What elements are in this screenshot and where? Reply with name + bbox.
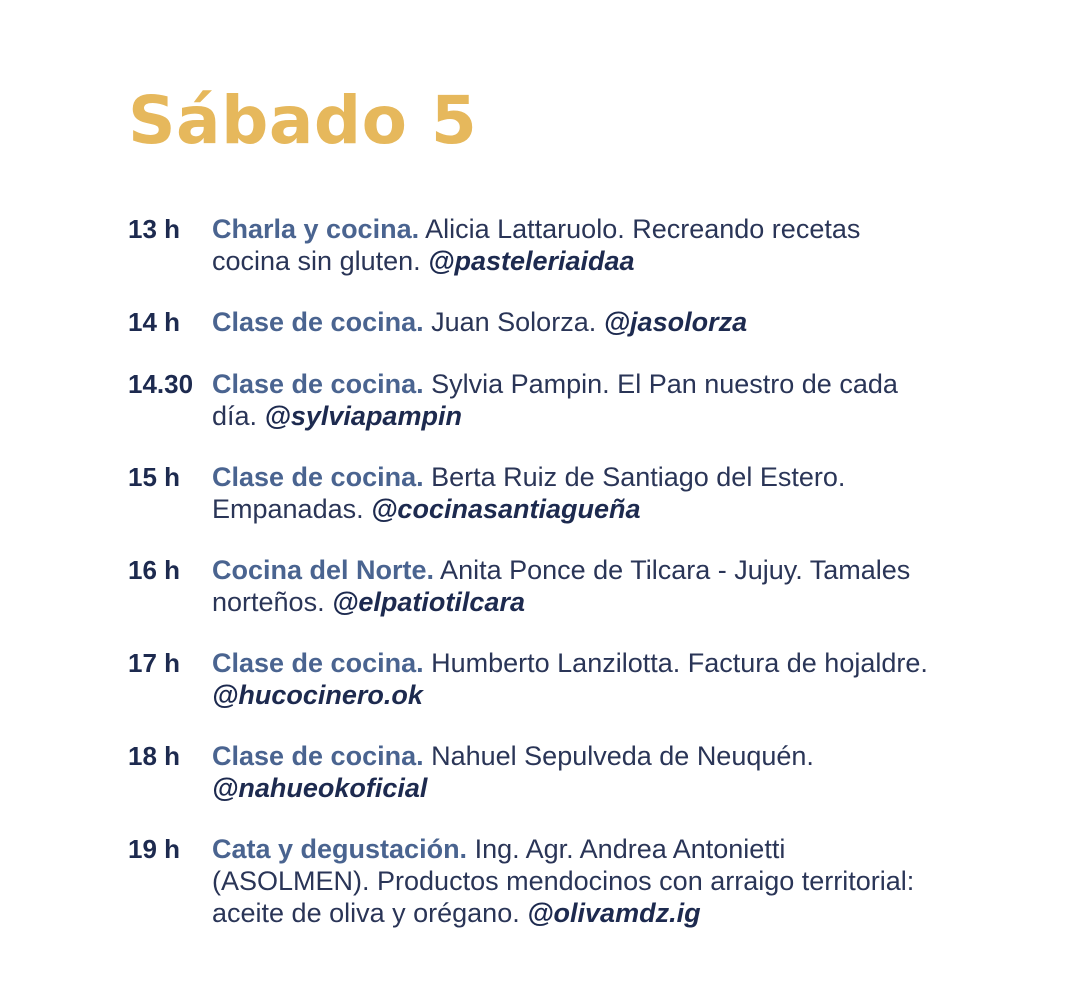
event-text: Anita Ponce de Tilcara - Jujuy. Tamales norteños. bbox=[212, 555, 911, 617]
event-description bbox=[212, 461, 942, 525]
event-handle: @nahueokoficial bbox=[212, 773, 428, 803]
event-time: 14.30 bbox=[128, 369, 194, 399]
event-handle: @cocinasantiagueña bbox=[371, 494, 641, 524]
event-category: Cocina del Norte. bbox=[212, 555, 435, 585]
event-category: Clase de cocina. bbox=[212, 462, 424, 492]
page-title: Sábado 5 bbox=[128, 82, 478, 159]
event-handle: @jasolorza bbox=[603, 307, 748, 337]
event-text: Ing. Agr. Andrea Antonietti (ASOLMEN). Productos mendocinos con arraigo territorial: aceite de oliva y orégano. bbox=[212, 834, 915, 928]
event-handle: @sylviapampin bbox=[264, 401, 462, 431]
event-time: 15 h bbox=[128, 462, 181, 492]
event-text: Nahuel Sepulveda de Neuquén. bbox=[423, 741, 814, 771]
event-description bbox=[212, 213, 942, 277]
event-description bbox=[212, 647, 942, 711]
event-text: Berta Ruiz de Santiago del Estero. Empanadas. bbox=[212, 462, 846, 524]
event-category: Charla y cocina. bbox=[212, 214, 420, 244]
event-time: 14 h bbox=[128, 307, 181, 337]
event-text: Sylvia Pampin. El Pan nuestro de cada día. bbox=[212, 369, 898, 431]
event-description bbox=[212, 554, 942, 618]
event-category: Clase de cocina. bbox=[212, 307, 424, 337]
event-time: 19 h bbox=[128, 834, 181, 864]
event-handle: @olivamdz.ig bbox=[527, 898, 701, 928]
event-category: Cata y degustación. bbox=[212, 834, 468, 864]
event-handle: @pasteleriaidaa bbox=[428, 246, 635, 276]
event-time: 18 h bbox=[128, 741, 181, 771]
event-category: Clase de cocina. bbox=[212, 648, 424, 678]
event-time: 13 h bbox=[128, 214, 181, 244]
event-category: Clase de cocina. bbox=[212, 741, 424, 771]
event-text: Humberto Lanzilotta. Factura de hojaldre. bbox=[423, 648, 928, 678]
event-description bbox=[212, 306, 942, 338]
event-handle: @hucocinero.ok bbox=[212, 680, 423, 710]
event-time: 16 h bbox=[128, 555, 181, 585]
event-handle: @elpatiotilcara bbox=[332, 587, 525, 617]
event-category: Clase de cocina. bbox=[212, 369, 424, 399]
event-text: Alicia Lattaruolo. Recreando recetas cocina sin gluten. bbox=[212, 214, 861, 276]
event-description bbox=[212, 368, 942, 432]
event-time: 17 h bbox=[128, 648, 181, 678]
event-description bbox=[212, 833, 942, 929]
event-text: Juan Solorza. bbox=[423, 307, 604, 337]
event-description bbox=[212, 740, 942, 804]
